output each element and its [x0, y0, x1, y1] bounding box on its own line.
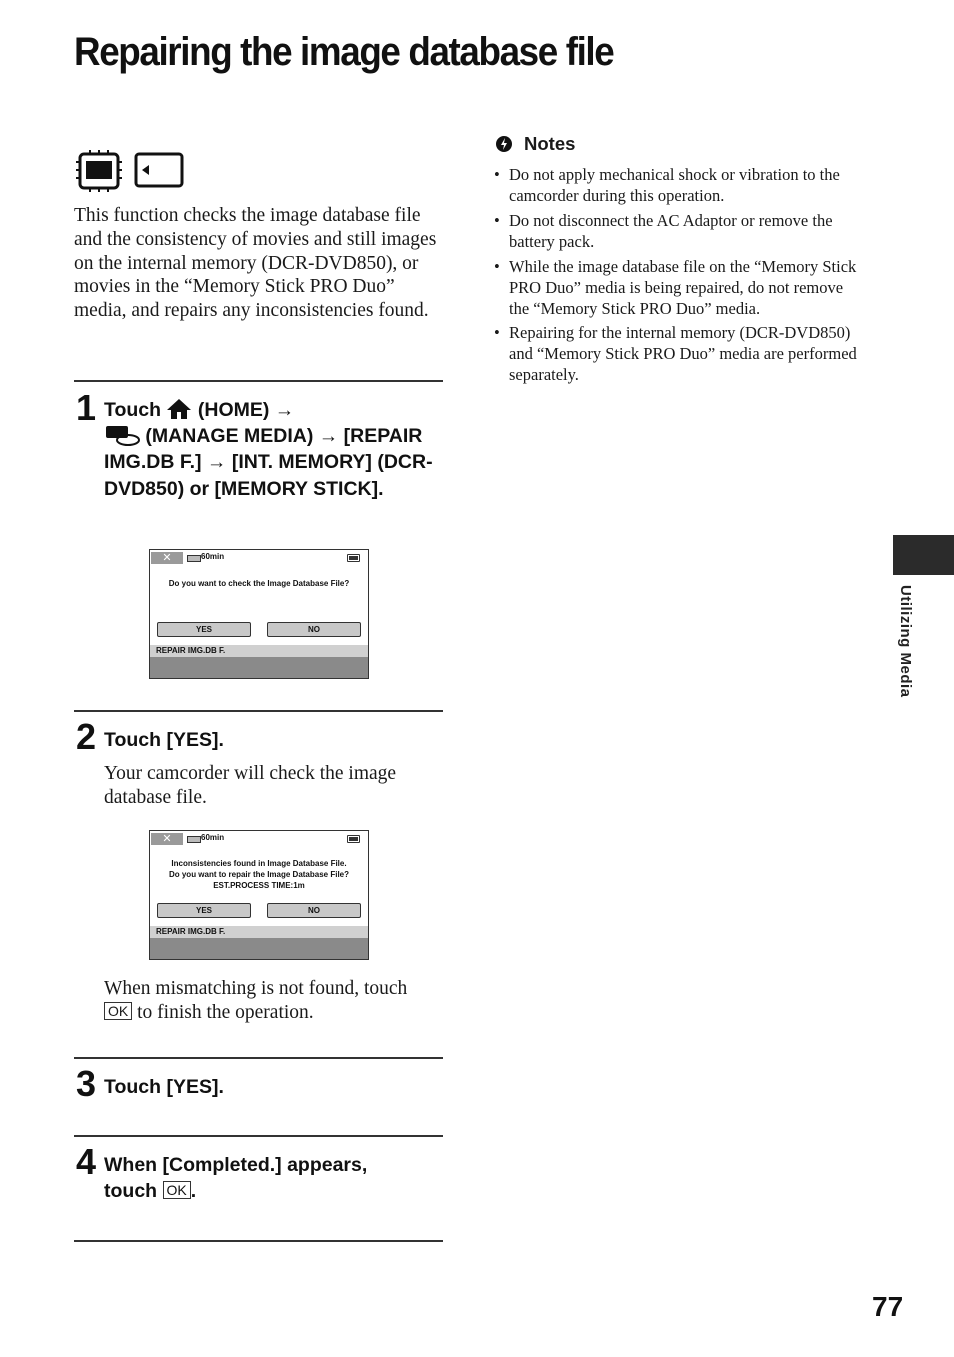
remaining-time: 60min [201, 552, 225, 561]
lcd-screen-repair [149, 830, 369, 960]
chapter-tab [893, 535, 954, 575]
manage-media-icon [104, 424, 140, 446]
ok-button-glyph: OK [104, 1002, 132, 1020]
step-instruction: Touch (HOME) → (MANAGE MEDIA) → [REPAIR IMG.DB F.] → [INT. MEMORY] (DCR-DVD850) or [MEMORY STICK]. [104, 399, 433, 500]
no-button[interactable]: NO [267, 622, 361, 637]
section-end-divider [74, 1240, 443, 1242]
memory-stick-icon [136, 154, 182, 186]
close-button[interactable]: ✕ [151, 833, 183, 845]
note-item: • While the image database file on the “Memory Stick PRO Duo” media is being repaired, do not remove the “Memory Stick PRO Duo” media. [493, 256, 865, 319]
screen-bottom-panel [150, 938, 368, 959]
screen-message: Do you want to check the Image Database File? [168, 579, 350, 588]
remaining-time: 60min [201, 833, 225, 842]
media-icons [76, 150, 186, 197]
battery-icon [347, 835, 360, 843]
step-description: Your camcorder will check the image database file. [104, 763, 397, 808]
yes-button[interactable]: YES [157, 622, 251, 637]
step-divider [74, 1057, 443, 1059]
note-icon [495, 135, 513, 153]
screen-status-bar: REPAIR IMG.DB F. [150, 645, 368, 657]
step-divider [74, 710, 443, 712]
home-icon [166, 398, 192, 420]
step-number: 3 [76, 1063, 97, 1104]
chapter-label: Utilizing Media [897, 585, 914, 698]
step-number: 4 [76, 1141, 97, 1182]
step-instruction: When [Completed.] appears, touch OK . [104, 1154, 368, 1203]
page-title: Repairing the image database file [74, 30, 614, 74]
recording-capacity-icon [187, 555, 201, 562]
no-button[interactable]: NO [267, 903, 361, 918]
step-number: 1 [76, 387, 97, 428]
step-note: When mismatching is not found, touch OK to finish the operation. [104, 978, 408, 1023]
battery-icon [347, 554, 360, 562]
note-item: • Do not apply mechanical shock or vibration to the camcorder during this operation. [493, 164, 865, 206]
step-divider [74, 1135, 443, 1137]
step-instruction: Touch [YES]. [104, 729, 224, 751]
step-divider [74, 380, 443, 382]
notes-list [493, 164, 865, 389]
lcd-screen-check [149, 549, 369, 679]
step-number: 2 [76, 716, 97, 757]
intro-paragraph: This function checks the image database file and the consistency of movies and still images on the internal memory (DCR-DVD850), or movies in the “Memory Stick PRO Duo” media, and repairs any inconsistencies found. [74, 205, 437, 322]
close-button[interactable]: ✕ [151, 552, 183, 564]
page-number: 77 [872, 1291, 904, 1322]
ok-button-glyph: OK [163, 1181, 191, 1199]
screen-bottom-panel [150, 657, 368, 678]
recording-capacity-icon [187, 836, 201, 843]
internal-memory-icon [76, 150, 122, 192]
screen-status-bar: REPAIR IMG.DB F. [150, 926, 368, 938]
step-instruction: Touch [YES]. [104, 1076, 224, 1098]
note-item: • Do not disconnect the AC Adaptor or remove the battery pack. [493, 210, 865, 252]
yes-button[interactable]: YES [157, 903, 251, 918]
screen-message: Inconsistencies found in Image Database File. Do you want to repair the Image Database File? EST.PROCESS TIME:1m [168, 859, 350, 890]
notes-heading: Notes [495, 133, 575, 155]
note-item: • Repairing for the internal memory (DCR-DVD850) and “Memory Stick PRO Duo” media are performed separately. [493, 322, 865, 385]
